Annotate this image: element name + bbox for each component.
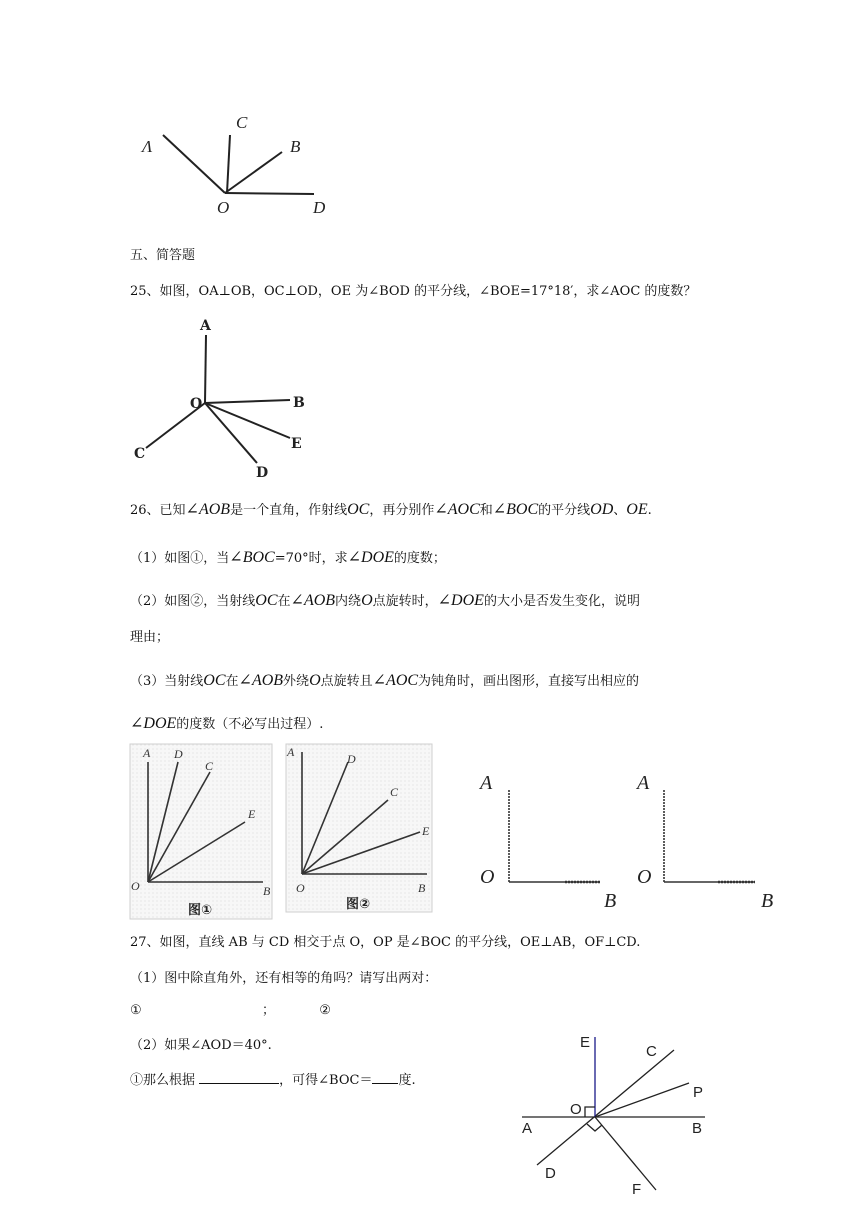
q27-part2: （2）如果∠AOD＝40°. [130,1038,272,1053]
svg-text:D: D [545,1165,556,1182]
pair-separator: ； [261,1003,275,1018]
svg-text:O: O [570,1101,582,1118]
label-d: D [313,198,326,217]
svg-text:A: A [143,746,151,760]
q27-part1: （1）图中除直角外，还有相等的角吗？请写出两对： [130,971,438,986]
q26-line1: 26、已知∠AOB是一个直角，作射线OC，再分别作∠AOC和∠BOC的平分线OD、OE. [130,501,652,518]
svg-text:B: B [418,881,426,895]
q26-part2-cont: 理由； [130,630,170,645]
svg-text:C: C [646,1043,657,1060]
label-o: O [190,396,203,412]
svg-text:B: B [263,884,271,898]
svg-text:P: P [693,1084,704,1101]
label-b: B [290,137,301,156]
svg-text:B: B [604,890,617,912]
q26-part1: （1）如图①，当∠BOC=70°时，求∠DOE的度数； [130,549,446,566]
label-e: E [291,436,302,452]
svg-text:O: O [637,866,652,888]
fig2-caption: 图② [346,897,371,912]
svg-text:A: A [637,772,650,794]
svg-text:O: O [480,866,495,888]
svg-text:O: O [296,881,305,895]
label-b: B [293,395,305,411]
q26-part3: （3）当射线OC在∠AOB外绕O点旋转且∠AOC为钝角时，画出图形，直接写出相应的 [130,672,640,689]
svg-text:A: A [287,745,295,759]
svg-text:C: C [205,759,214,773]
svg-text:C: C [390,785,399,799]
section-heading: 五、简答题 [130,248,196,263]
fig1-caption: 图① [188,903,213,918]
right-angle-e [585,1107,595,1117]
q26-part3-cont: ∠DOE的度数（不必写出过程）. [130,715,324,732]
pair-2-marker: ② [319,1003,331,1018]
label-o: O [217,198,230,217]
svg-text:E: E [248,807,256,821]
right-angle-f [587,1124,602,1131]
svg-text:B: B [692,1120,703,1137]
svg-text:A: A [522,1120,533,1137]
svg-text:E: E [422,824,430,838]
label-c: C [134,446,146,462]
q26-part2: （2）如图②，当射线OC在∠AOB内绕O点旋转时，∠DOE的大小是否发生变化，说明 [130,592,640,609]
svg-text:E: E [580,1034,591,1051]
svg-text:O: O [131,879,140,893]
svg-text:F: F [632,1181,642,1198]
pair-1-marker: ① [130,1003,142,1018]
q27-text: 27、如图，直线 AB 与 CD 相交于点 O，OP 是∠BOC 的平分线，OE⊥AB，OF⊥CD. [130,935,641,950]
line-cd [537,1050,674,1165]
label-a: Λ [142,137,153,156]
label-c: C [236,113,248,132]
svg-text:D: D [347,752,356,766]
svg-text:B: B [761,890,774,912]
ray-of [595,1117,656,1190]
svg-text:A: A [480,772,493,794]
q25-text: 25、如图，OA⊥OB，OC⊥OD，OE 为∠BOD 的平分线，∠BOE=17°18′，求∠AOC 的度数？ [130,284,697,299]
label-a: A [200,318,211,334]
svg-text:D: D [174,747,183,761]
label-d: D [256,465,269,481]
q27-sub1: ①那么根据 ，可得∠BOC＝ 度. [130,1069,416,1091]
ray-op [595,1083,689,1117]
